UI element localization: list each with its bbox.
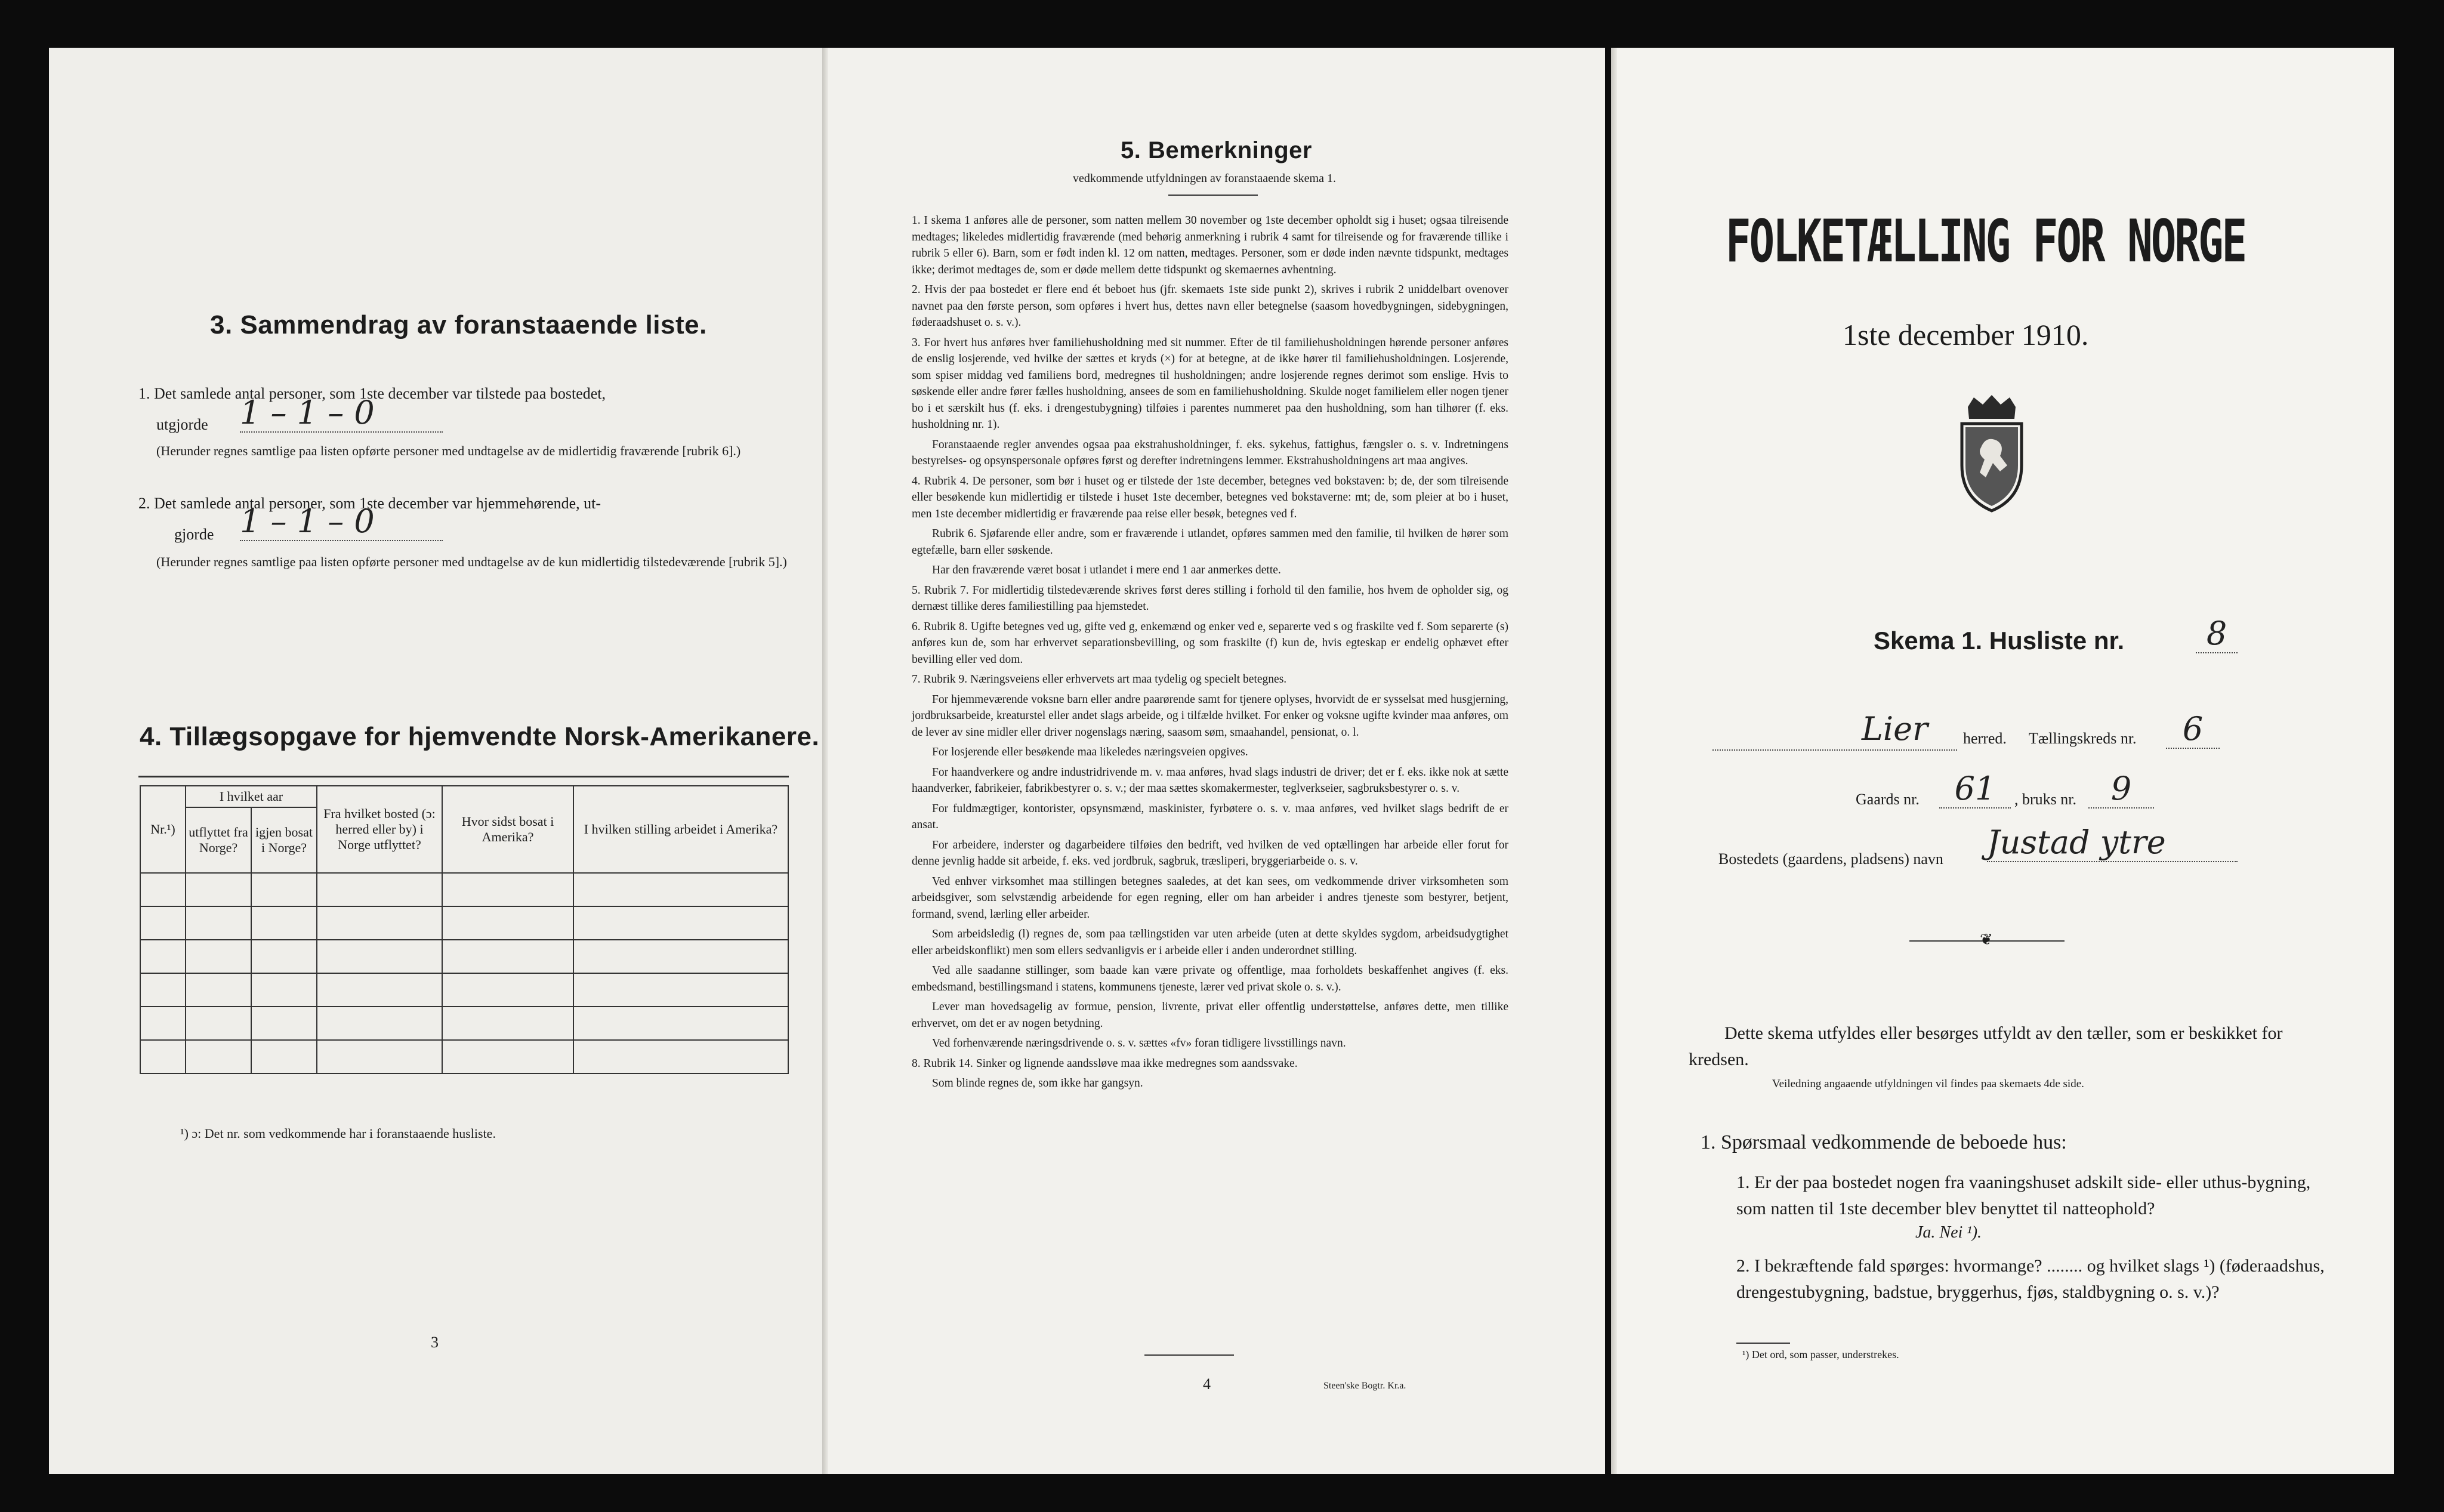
summary-item-1-value: 1 – 1 – 0 [240, 394, 443, 433]
bruks-value: 9 [2088, 770, 2154, 809]
table-row [140, 1007, 788, 1040]
remarks-body [912, 212, 1508, 1096]
herred-value: Lier [1862, 710, 1928, 748]
bottom-rule [1144, 1354, 1234, 1356]
husliste-number: 8 [2196, 615, 2238, 653]
remark-paragraph: Ved forhenværende næringsdrivende o. s. v. sættes «fv» foran tidligere livsstillings navn. [932, 1037, 1346, 1050]
page-number-3: 3 [431, 1334, 439, 1351]
ornament-icon: ❦ [1980, 931, 1993, 948]
bosted-value: Justad ytre [1987, 823, 2238, 862]
census-title: FOLKETÆLLING FOR NORGE [1726, 208, 2246, 276]
remark-paragraph: 1. I skema 1 anføres alle de personer, som natten mellem 30 november og 1ste december opholdt sig i huset; ogsaa tilreisende medtages; likeledes midlertidig fraværende (med behørig anmerkning i rubrik 4 samt for tilreisende og for fraværende tillike i rubrik 5 eller 6). Barn, som er født inden kl. 12 om natten, medtages. Personer, som er døde inden nævnte tidspunkt, medtages ikke; derimot medtages de, som er døde mellem dette tidspunkt og skemaernes avhentning. [912, 214, 1508, 276]
norsk-amerikanere-table [140, 785, 789, 1074]
summary-item-2-value: 1 – 1 – 0 [240, 502, 443, 541]
table-row [140, 1040, 788, 1073]
page-number-4: 4 [1203, 1375, 1211, 1393]
table-row [140, 873, 788, 906]
remark-paragraph: Ved alle saadanne stillinger, som baade kan være private og offentlige, maa forholdets beskaffenhet angives (f. eks. embedsmand, bestillingsmand i statens, kommunens tjeneste, lærer ved privat skole o. s. v.). [912, 964, 1508, 993]
remark-paragraph: 7. Rubrik 9. Næringsveiens eller erhvervets art maa tydelig og specielt betegnes. [912, 673, 1287, 686]
col-occupation: I hvilken stilling arbeidet i Amerika? [573, 786, 788, 873]
footnote-text: ¹) Det ord, som passer, understrekes. [1742, 1349, 1899, 1360]
summary-item-2-lead: gjorde [174, 526, 214, 543]
skema-label: Skema 1. Husliste nr. [1874, 627, 2125, 655]
remarks-title: 5. Bemerkninger [1121, 137, 1312, 163]
kreds-label: Tællingskreds nr. [2029, 730, 2137, 747]
summary-item-2-text: 2. Det samlede antal personer, som 1ste december var hjemmehørende, ut- [138, 495, 601, 512]
bruks-label: , bruks nr. [2014, 791, 2076, 808]
section-4-rule [138, 776, 789, 777]
col-returned: igjen bosat i Norge? [251, 807, 317, 873]
remark-paragraph: Ved enhver virksomhet maa stillingen betegnes saaledes, at det kan sees, om vedkommende driver virksomheten som arbeidsgiver, som selvstændig arbeidende for egen regning, eller om han arbeider i andres tjeneste som bestyrer, betjent, formand, svend, lærling eller arbeider. [912, 875, 1508, 921]
remark-paragraph: For arbeidere, inderster og dagarbeidere tilføies den bedrift, ved hvilken de ved optællingen har arbeide eller forut for denne jevnlig hadde sit arbeide, f. eks. ved jordbruk, sagbruk, træsliperi, bryggeriarbeide o. s. v. [912, 838, 1508, 868]
remark-paragraph: For haandverkere og andre industridrivende m. v. maa anføres, hvad slags industri de driver; det er f. eks. ikke nok at sætte haandverker, fabrikeier, fabrikbestyrer o. s. v.; der maa sættes skomakermester, teglverkseier, sagbruksbestyrer o. s. v. [912, 766, 1508, 795]
gaards-label: Gaards nr. [1856, 791, 1920, 808]
question-1: 1. Er der paa bostedet nogen fra vaaningshuset adskilt side- eller uthus-bygning, som natten til 1ste december blev benyttet til natteophold? [1736, 1172, 2311, 1218]
remark-paragraph: 5. Rubrik 7. For midlertidig tilstedeværende skrives først deres stilling i forhold til den familie, hos hvem de opholder sig, og dernæst tillike deres familiestilling paa hjemstedet. [912, 584, 1508, 613]
remarks-subtitle: vedkommende utfyldningen av foranstaaende skema 1. [1073, 172, 1336, 185]
herred-label: herred. [1963, 730, 2007, 747]
footnote-rule [1736, 1343, 1790, 1344]
census-date: 1ste december 1910. [1843, 318, 2089, 351]
question-1-answer: Ja. Nei ¹). [1915, 1223, 1982, 1242]
question-2: 2. I bekræftende fald spørges: hvormange? ........ og hvilket slags ¹) (føderaadshus, drengestubygning, badstue, bryggerhus, fjøs, staldbygning o. s. v.)? [1736, 1256, 2325, 1302]
summary-item-2-note: (Herunder regnes samtlige paa listen opførte personer med undtagelse av de kun midlertidig tilstedeværende [rubrik 5].) [156, 554, 787, 569]
guidance-text: Veiledning angaaende utfyldningen vil findes paa skemaets 4de side. [1772, 1078, 2084, 1090]
table-row [140, 906, 788, 940]
page-fold [1611, 48, 1617, 1474]
summary-item-1-lead: utgjorde [156, 416, 208, 433]
bosted-label: Bostedets (gaardens, pladsens) navn [1718, 850, 1943, 868]
remark-paragraph: Som blinde regnes de, som ikke har gangsyn. [932, 1077, 1143, 1090]
gaards-value: 61 [1939, 770, 2011, 809]
remark-paragraph: 6. Rubrik 8. Ugifte betegnes ved ug, gifte ved g, enkemænd og enker ved e, separerte ved s og fraskilte ved f. Som separerte (s) anføres kun de, som har erhvervet separationsbevilling, og som fraskilte (f) kun de, hvis egteskap er endelig ophævet efter bevilling eller ved dom. [912, 620, 1508, 666]
remark-paragraph: 2. Hvis der paa bostedet er flere end ét beboet hus (jfr. skemaets 1ste side punkt 2), skrives i rubrik 2 uniddelbart ovenover navnet paa den første person, som opføres i hvert hus, dettes navn eller betegnelse (saasom hovedbygningen, sidebygningen, føderaadshuset o. s. v.). [912, 283, 1508, 329]
remark-paragraph: For hjemmeværende voksne barn eller andre paarørende samt for tjenere oplyses, hvorvidt de er sysselsat med husgjerning, jordbruksarbeide, kreaturstel eller andet slags arbeide, og i tilfælde hvilket. For enker og voksne ugifte kvinder maa anføres, om de lever av sine midler eller driver nogenslags næring, saasom søm, smaahandel, pensionat, o. l. [912, 693, 1508, 739]
col-group-year: I hvilket aar [186, 786, 317, 807]
page-right [1611, 48, 2394, 1474]
remark-paragraph: Som arbeidsledig (l) regnes de, som paa tællingstiden var uten arbeide (uten at dette skyldes sygdom, arbeidsudygtighet eller arbeidskonflikt) men som ellers sedvanligvis er i arbeide eller i anden underordnet stilling. [912, 928, 1508, 957]
summary-item-1-text: 1. Det samlede antal personer, som 1ste december var tilstede paa bostedet, [138, 385, 606, 402]
table-footnote: ¹) ɔ: Det nr. som vedkommende har i foranstaaende husliste. [180, 1126, 496, 1141]
table-row [140, 973, 788, 1007]
page-fold [822, 48, 828, 1474]
remark-paragraph: Lever man hovedsagelig av formue, pension, livrente, privat eller offentlig understøttelse, anføres dette, men tillike erhvervet, om det er av nogen betydning. [912, 1001, 1508, 1030]
section-3-title: 3. Sammendrag av foranstaaende liste. [210, 310, 707, 340]
remark-paragraph: Har den fraværende været bosat i utlandet i mere end 1 aar anmerkes dette. [932, 564, 1281, 576]
page-middle [822, 48, 1605, 1474]
table-row [140, 940, 788, 973]
col-nr: Nr.¹) [140, 786, 186, 873]
questions-heading: 1. Spørsmaal vedkommende de beboede hus: [1701, 1131, 2067, 1153]
kreds-value: 6 [2166, 710, 2220, 749]
remark-paragraph: For losjerende eller besøkende maa likeledes næringsveien opgives. [932, 746, 1248, 758]
remark-paragraph: 3. For hvert hus anføres hver familiehusholdning med sit nummer. Efter de til familiehusholdningen hørende personer anføres de enslig losjerende, ved hvilke der sættes et kryds (×) for at betegne, at de ikke hører til familiehusholdningen. Losjerende, som spiser middag ved familiens bord, medregnes til husholdningen; andre losjerende regnes derimot som enslige. Hvis to søskende eller andre fører fælles husholdning, ansees de som en familiehusholdning. Skulde noget familielem eller nogen tjener bo i et særskilt hus (f. eks. i drengestubygning) tilføies i parentes nummeret paa den husholdning, som han tilhører (f. eks. husholdning nr. 1). [912, 336, 1508, 431]
section-4-title: 4. Tillægsopgave for hjemvendte Norsk-Amerikanere. [140, 722, 820, 751]
remark-paragraph: Foranstaaende regler anvendes ogsaa paa ekstrahusholdninger, f. eks. sykehus, fattighus, fængsler o. s. v. Indretningens bestyrelses- og opsynspersonale opføres først og derefter indretningens lemmer. Ekstrahusholdningens art maa angives. [912, 438, 1508, 467]
remark-paragraph: 8. Rubrik 14. Sinker og lignende aandssløve maa ikke medregnes som aandssvake. [912, 1057, 1298, 1070]
remarks-rule [1168, 195, 1258, 196]
col-from-where: Fra hvilket bosted (ɔ: herred eller by) i Norge utflyttet? [317, 786, 442, 873]
summary-item-1-note: (Herunder regnes samtlige paa listen opførte personer med undtagelse av de midlertidig fraværende [rubrik 6].) [156, 443, 741, 458]
col-last-residence: Hvor sidst bosat i Amerika? [442, 786, 573, 873]
col-emigrated: utflyttet fra Norge? [186, 807, 251, 873]
intro-text: Dette skema utfyldes eller besørges utfyldt av den tæller, som er beskikket for kredsen. [1689, 1023, 2283, 1069]
remark-paragraph: Rubrik 6. Sjøfarende eller andre, som er fraværende i utlandet, opføres sammen med den familie, til hvilken de hører som egtefælle, barn eller søskende. [912, 527, 1508, 557]
printer-credit: Steen'ske Bogtr. Kr.a. [1323, 1381, 1406, 1391]
norway-coat-of-arms-icon [1950, 394, 2033, 513]
remark-paragraph: 4. Rubrik 4. De personer, som bør i huset og er tilstede der 1ste december, betegnes ved bokstaven: b; de, der som tilreisende eller besøkende kun midlertidig er tilstede i huset 1ste december, betegnes ved bokstaverne: mt; de, som pleier at bo i huset, men 1ste december midlertidig er fraværende paa reise eller besøk, betegnes ved f. [912, 474, 1508, 520]
remark-paragraph: For fuldmægtiger, kontorister, opsynsmænd, maskinister, fyrbøtere o. s. v. maa anføres, ved hvilket slags bedrift de er ansat. [912, 802, 1508, 831]
page-left [49, 48, 825, 1474]
